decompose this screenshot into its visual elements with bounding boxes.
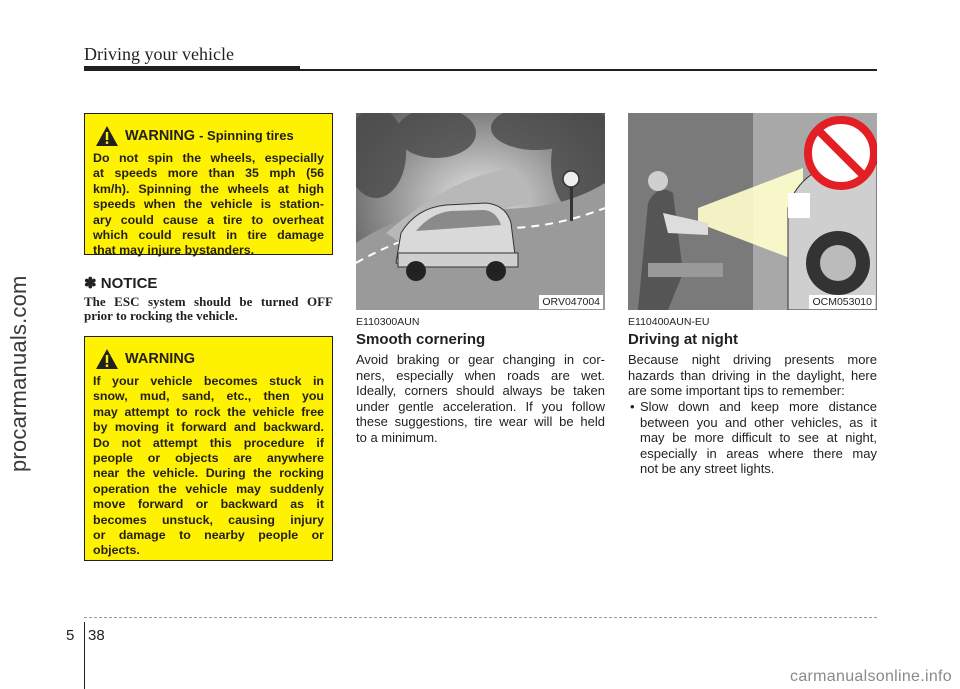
warning-box-rocking	[84, 336, 333, 561]
notice-line: The ESC system should be turned OFF	[84, 294, 333, 309]
bullet-marker: •	[630, 399, 635, 414]
header-rule-thin	[300, 69, 877, 71]
image-code-cornering: ORV047004	[539, 295, 603, 309]
warning-line: objects.	[93, 543, 140, 558]
body-line: are some important tips to remember:	[628, 383, 845, 399]
bullet-line: especially in areas where there may	[640, 445, 877, 461]
warning-line: ary could cause a tire to overheat	[93, 212, 324, 227]
warning-line: which could result in tire damage	[93, 228, 324, 243]
body-line: hazards than driving in the daylight, here	[628, 367, 877, 383]
cornering-illustration	[356, 113, 605, 310]
warning-line: at speeds more than 35 mph (56	[93, 166, 324, 181]
bullet-line: between you and other vehicles, as it	[640, 414, 877, 430]
cornering-scene-graphic	[356, 113, 605, 310]
image-code-night: OCM053010	[809, 295, 875, 309]
body-line: Ideally, corners should always be taken	[356, 383, 605, 399]
warning-line: km/h). Spinning the wheels at high	[93, 181, 324, 196]
chapter-number: 5	[66, 627, 75, 644]
warning-triangle-icon	[95, 125, 119, 147]
notice-body	[84, 295, 333, 323]
warning-line: If your vehicle becomes stuck in	[93, 374, 324, 388]
watermark-carmanualsonline: carmanualsonline.info	[790, 668, 952, 685]
watermark-procarmanuals: procarmanuals.com	[6, 275, 31, 472]
warning-line: people or objects are anywhere	[93, 451, 324, 466]
bullet-line: Slow down and keep more distance	[640, 399, 877, 414]
warning-line: Do not spin the wheels, especially	[93, 151, 324, 165]
warning-title: WARNING	[125, 127, 196, 144]
warning-header	[85, 337, 332, 371]
section-title-night: Driving at night	[628, 331, 738, 348]
bullet-line: not be any street lights.	[640, 461, 775, 477]
warning-line: or damage to nearby people or	[93, 528, 324, 543]
warning-title: WARNING	[125, 350, 196, 367]
notice-line: prior to rocking the vehicle.	[84, 308, 238, 323]
page-header-title: Driving your vehicle	[84, 44, 234, 64]
header-rule-thick	[84, 66, 300, 71]
warning-box-spinning-tires	[84, 113, 333, 258]
body-line: ners, especially when roads are wet.	[356, 367, 605, 383]
prohibition-icon	[808, 120, 874, 186]
warning-subtitle: - Spinning tires	[199, 128, 294, 143]
warning-line: operation the vehicle may suddenly	[93, 481, 324, 496]
footer-divider	[84, 622, 85, 689]
warning-line: near the vehicle. During the rocking	[93, 466, 324, 481]
warning-line: move forward or backward as it	[93, 497, 324, 512]
page-number: 38	[88, 627, 105, 644]
footer-rule	[84, 617, 877, 618]
section-intro-night	[628, 352, 877, 399]
warning-body	[85, 371, 332, 559]
warning-line: snow, mud, sand, etc., then you	[93, 389, 324, 404]
section-code-cornering: E110300AUN	[356, 316, 420, 328]
warning-line: Do not attempt this procedure if	[93, 435, 324, 450]
night-scene-graphic	[628, 113, 877, 310]
body-line: to a minimum.	[356, 429, 438, 445]
notice-title: ✽ NOTICE	[84, 275, 158, 292]
body-line: these suggestions, tire wear will be held	[356, 414, 605, 430]
warning-line: speeds when the vehicle is station-	[93, 197, 324, 212]
warning-line: by moving it forward and backward.	[93, 420, 324, 435]
bullet-text	[640, 399, 877, 477]
body-line: under gentle acceleration. If you follow	[356, 398, 605, 414]
night-driving-illustration	[628, 113, 877, 310]
body-line: Avoid braking or gear changing in cor-	[356, 352, 605, 367]
section-code-night: E110400AUN-EU	[628, 316, 710, 328]
warning-line: becomes unstuck, causing injury	[93, 512, 324, 527]
section-title-cornering: Smooth cornering	[356, 331, 486, 348]
warning-triangle-icon	[95, 348, 119, 370]
bullet-line: may be more difficult to see at night,	[640, 430, 877, 446]
warning-header	[85, 114, 332, 148]
night-bullet-item	[628, 399, 877, 477]
warning-line: that may injure bystanders.	[93, 243, 255, 258]
body-line: Because night driving presents more	[628, 352, 877, 367]
warning-body	[85, 148, 332, 259]
warning-line: may attempt to rock the vehicle free	[93, 404, 324, 419]
section-body-cornering	[356, 352, 605, 446]
